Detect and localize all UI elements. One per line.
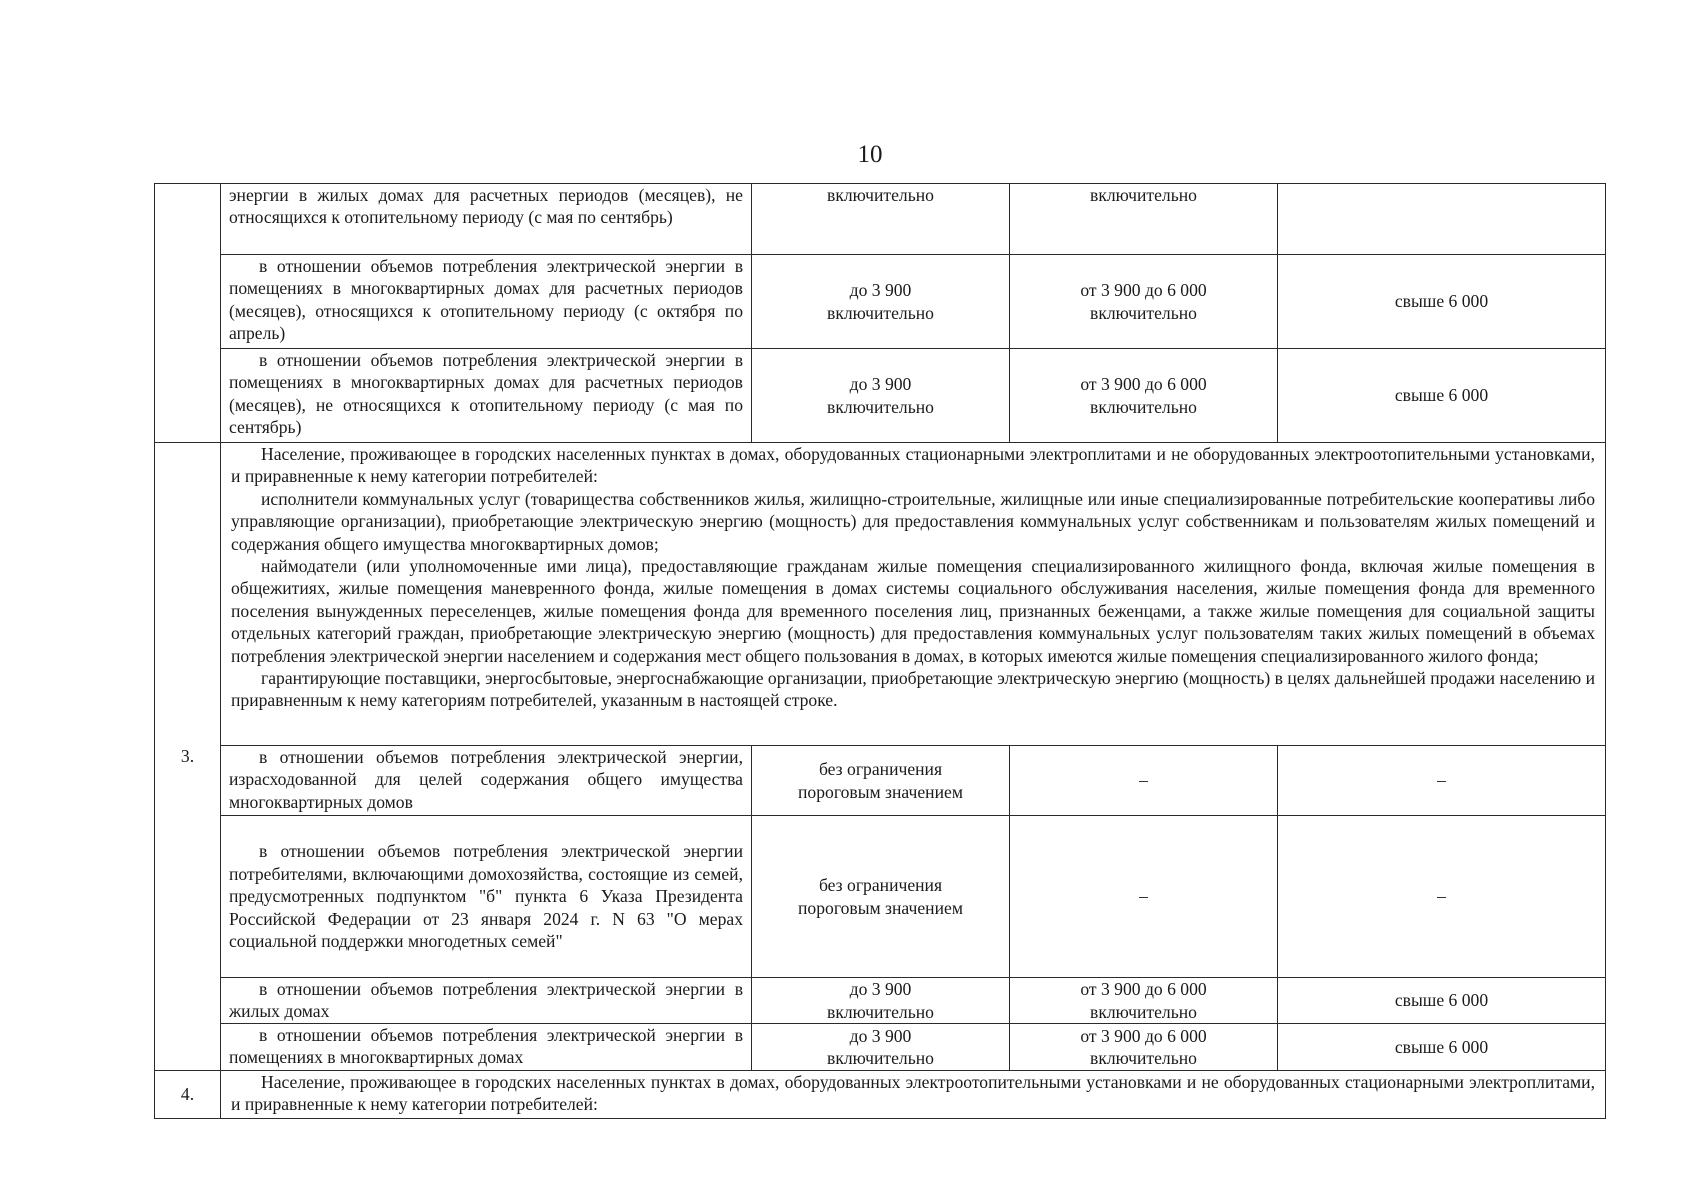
threshold-lower: включительно [752, 184, 1010, 255]
section-header-row [155, 1071, 1606, 1119]
section-paragraph: Население, проживающее в городских населенных пунктах в домах, оборудованных стационарными электроплитами и не оборудованных электроотопительными установками, и приравненные к нему категории потребителей: [231, 444, 1595, 487]
threshold-lower: до 3 900 включительно [752, 978, 1010, 1024]
threshold-middle: от 3 900 до 6 000 включительно [1010, 349, 1278, 443]
threshold-lower: без ограничения пороговым значением [752, 746, 1010, 816]
threshold-upper: свыше 6 000 [1278, 255, 1606, 349]
threshold-middle: от 3 900 до 6 000 включительно [1010, 978, 1278, 1024]
page-number: 10 [857, 141, 883, 168]
row-number-cell [155, 184, 221, 443]
section-header-row [155, 443, 1606, 746]
threshold-lower: без ограничения пороговым значением [752, 816, 1010, 978]
threshold-upper [1278, 184, 1606, 255]
row-description: в отношении объемов потребления электрической энергии в помещениях в многоквартирных домах для расчетных периодов (месяцев), не относящихся к отопительному периоду (с мая по сентябрь) [221, 349, 752, 443]
section-paragraph: наймодатели (или уполномоченные ими лица), предоставляющие гражданам жилые помещения специализированного жилищного фонда, включая жилые помещения в общежитиях, жилые помещения маневренного фонда, жилые помещения в домах системы социального обслуживания населения, жилые помещения фонда для временного поселения вынужденных переселенцев, жилые помещения фонда для временного поселения лиц, признанных беженцами, а также жилые помещения для социальной защиты отдельных категорий граждан, приобретающие электрическую энергию (мощность) для предоставления коммунальных услуг пользователям таких жилых помещений в объемах потребления электрической энергии населением и содержания мест общего пользования в домах, в которых имеются жилые помещения специализированного жилого фонда; [231, 556, 1595, 666]
table-row [155, 255, 1606, 349]
table-row [155, 1024, 1606, 1071]
threshold-middle: включительно [1010, 184, 1278, 255]
tariff-threshold-table [154, 183, 1606, 1119]
table-row [155, 184, 1606, 255]
threshold-upper: свыше 6 000 [1278, 978, 1606, 1024]
threshold-upper: – [1278, 746, 1606, 816]
section-description [221, 443, 1606, 746]
section-description [221, 1071, 1606, 1119]
threshold-upper: свыше 6 000 [1278, 349, 1606, 443]
threshold-middle: – [1010, 746, 1278, 816]
table-row [155, 349, 1606, 443]
table-row [155, 978, 1606, 1024]
threshold-upper: свыше 6 000 [1278, 1024, 1606, 1071]
threshold-lower: до 3 900 включительно [752, 1024, 1010, 1071]
section-paragraph: исполнители коммунальных услуг (товарищества собственников жилья, жилищно-строительные, жилищные или иные специализированные потребительские кооперативы либо управляющие организации), приобретающие электрическую энергию (мощность) для предоставления коммунальных услуг собственникам и пользователям жилых помещений и содержания общего имущества многоквартирных домов; [231, 488, 1595, 554]
section-paragraph: гарантирующие поставщики, энергосбытовые, энергоснабжающие организации, приобретающие электрическую энергию (мощность) в целях дальнейшей продажи населению и приравненным к нему категориям потребителей, указанным в настоящей строке. [231, 668, 1595, 711]
row-description: в отношении объемов потребления электрической энергии в помещениях в многоквартирных домах для расчетных периодов (месяцев), относящихся к отопительному периоду (с октября по апрель) [221, 255, 752, 349]
row-number: 4. [155, 1071, 221, 1119]
table-row [155, 746, 1606, 816]
table-row [155, 816, 1606, 978]
row-description: в отношении объемов потребления электрической энергии в помещениях в многоквартирных домах [221, 1024, 752, 1071]
row-description: в отношении объемов потребления электрической энергии в жилых домах [221, 978, 752, 1024]
threshold-middle: – [1010, 816, 1278, 978]
row-description: в отношении объемов потребления электрической энергии потребителями, включающими домохозяйства, состоящие из семей, предусмотренных подпунктом "б" пункта 6 Указа Президента Российской Федерации от 23 января 2024 г. N 63 "О мерах социальной поддержки многодетных семей" [221, 816, 752, 978]
section-paragraph: Население, проживающее в городских населенных пунктах в домах, оборудованных электроотопительными установками и не оборудованных стационарными электроплитами, и приравненные к нему категории потребителей: [231, 1072, 1595, 1115]
threshold-lower: до 3 900 включительно [752, 349, 1010, 443]
threshold-middle: от 3 900 до 6 000 включительно [1010, 255, 1278, 349]
threshold-upper: – [1278, 816, 1606, 978]
threshold-lower: до 3 900 включительно [752, 255, 1010, 349]
threshold-middle: от 3 900 до 6 000 включительно [1010, 1024, 1278, 1071]
row-number: 3. [155, 443, 221, 1071]
row-description: в отношении объемов потребления электрической энергии, израсходованной для целей содержания общего имущества многоквартирных домов [221, 746, 752, 816]
row-description: энергии в жилых домах для расчетных периодов (месяцев), не относящихся к отопительному периоду (с мая по сентябрь) [221, 184, 752, 255]
